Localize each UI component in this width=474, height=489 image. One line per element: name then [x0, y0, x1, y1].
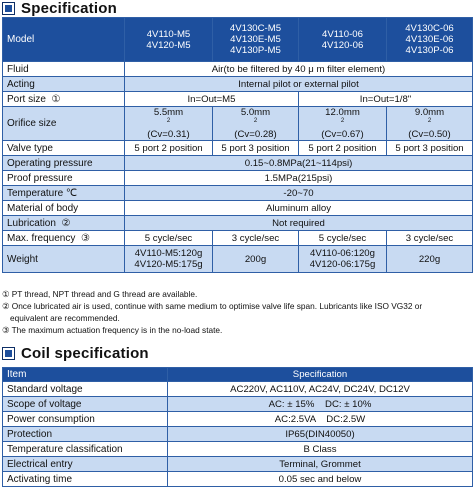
note-marker: ①: [51, 93, 61, 105]
row-label-text: Max. frequency: [7, 232, 76, 244]
coil-header-spec: Specification: [168, 368, 473, 382]
section-bullet-icon: [2, 2, 15, 15]
model-col-3: [299, 18, 387, 62]
spec-row-acting: [3, 77, 473, 92]
orifice-area: 9.0mm: [414, 107, 445, 118]
unit-superscript: 2: [427, 117, 432, 124]
orifice-area: 5.5mm: [153, 107, 184, 118]
row-label: [3, 92, 125, 107]
row-value: 5 cycle/sec: [299, 231, 387, 246]
row-label: [3, 216, 125, 231]
spec-row-valve-type: [3, 141, 473, 156]
row-value: Air(to be filtered by 40 μ m filter element): [125, 62, 473, 77]
orifice-value: [125, 107, 213, 141]
row-label: Acting: [3, 77, 125, 92]
footnotes: [2, 288, 470, 336]
row-value: B Class: [168, 442, 473, 457]
model-name: 4V130P-M5: [230, 45, 281, 56]
row-value: 5 port 2 position: [299, 141, 387, 156]
row-value: 5 cycle/sec: [125, 231, 213, 246]
row-value: Internal pilot or external pilot: [125, 77, 473, 92]
model-name: 4V130E-M5: [230, 34, 281, 45]
coil-row: [3, 382, 473, 397]
weight-line: 4V120-M5:175g: [134, 259, 203, 270]
row-label: Material of body: [3, 201, 125, 216]
weight-line: 4V110-M5:120g: [134, 248, 203, 259]
row-value: Not required: [125, 216, 473, 231]
row-label-text: Lubrication: [7, 217, 56, 229]
model-label: Model: [3, 18, 125, 62]
row-label: Standard voltage: [3, 382, 168, 397]
model-name: 4V130C-06: [405, 23, 454, 34]
model-name: 4V130C-M5: [229, 23, 282, 34]
row-value: 5 port 3 position: [213, 141, 299, 156]
weight-line: 4V110-06:120g: [310, 248, 375, 259]
row-value: 5 port 2 position: [125, 141, 213, 156]
coil-header-row: [3, 368, 473, 382]
row-value: 3 cycle/sec: [213, 231, 299, 246]
row-value: In=Out=M5: [125, 92, 299, 107]
spec-row-material: [3, 201, 473, 216]
spec-row-orifice: [3, 107, 473, 141]
model-name: 4V110-M5: [146, 28, 191, 40]
row-label: Temperature classification: [3, 442, 168, 457]
spec-row-port-size: [3, 92, 473, 107]
footnote: equivalent are recommended.: [10, 313, 120, 323]
row-value: AC: ± 15% DC: ± 10%: [168, 397, 473, 412]
spec-row-temperature: [3, 186, 473, 201]
spec-row-operating-pressure: [3, 156, 473, 171]
orifice-cv: (Cv=0.50): [408, 129, 451, 140]
coil-row: [3, 457, 473, 472]
coil-row: [3, 412, 473, 427]
orifice-area: 12.0mm: [325, 107, 360, 118]
spec-section-header: [2, 0, 117, 16]
row-label: Electrical entry: [3, 457, 168, 472]
row-value: In=Out=1/8": [299, 92, 473, 107]
row-label: Fluid: [3, 62, 125, 77]
spec-row-proof-pressure: [3, 171, 473, 186]
row-label: Weight: [3, 246, 125, 273]
weight-value: 200g: [213, 246, 299, 273]
row-label: Power consumption: [3, 412, 168, 427]
orifice-cv: (Cv=0.31): [147, 129, 190, 140]
row-label: Temperature ℃: [3, 186, 125, 201]
row-value: 0.15~0.8MPa(21~114psi): [125, 156, 473, 171]
orifice-area: 5.0mm: [240, 107, 271, 118]
row-label: Operating pressure: [3, 156, 125, 171]
unit-superscript: 2: [253, 117, 258, 124]
weight-line: 4V120-06:175g: [309, 259, 376, 270]
coil-row: [3, 427, 473, 442]
orifice-cv: (Cv=0.67): [321, 129, 364, 140]
row-value: 0.05 sec and below: [168, 472, 473, 487]
row-label: Activating time: [3, 472, 168, 487]
row-value: 5 port 3 position: [387, 141, 473, 156]
coil-row: [3, 472, 473, 487]
row-value: IP65(DIN40050): [168, 427, 473, 442]
model-name: 4V130E-06: [405, 34, 454, 45]
row-label: Valve type: [3, 141, 125, 156]
model-name: 4V110-06: [322, 28, 363, 40]
coil-header-item: Item: [3, 368, 168, 382]
spec-row-fluid: [3, 62, 473, 77]
orifice-value: [387, 107, 473, 141]
coil-title: Coil specification: [21, 344, 149, 362]
model-col-1: [125, 18, 213, 62]
model-name: 4V120-M5: [146, 39, 191, 51]
row-label: Scope of voltage: [3, 397, 168, 412]
row-value: AC:2.5VA DC:2.5W: [168, 412, 473, 427]
row-label-text: Port size: [7, 93, 46, 105]
spec-row-max-frequency: [3, 231, 473, 246]
spec-header-row: [3, 18, 473, 62]
weight-value: 220g: [387, 246, 473, 273]
spec-row-weight: [3, 246, 473, 273]
row-value: Terminal, Grommet: [168, 457, 473, 472]
row-label: Orifice size: [3, 107, 125, 141]
note-marker: ③: [80, 232, 90, 244]
spec-title: Specification: [21, 0, 117, 17]
model-col-2: [213, 18, 299, 62]
model-col-4: [387, 18, 473, 62]
footnote: ③ The maximum actuation frequency is in the no-load state.: [2, 325, 223, 335]
unit-superscript: 2: [340, 117, 345, 124]
weight-value: [125, 246, 213, 273]
row-label: [3, 231, 125, 246]
coil-row: [3, 397, 473, 412]
footnote: ② Once lubricated air is used, continue with same medium to optimise valve life span. Lubricants like ISO VG32 or: [2, 301, 423, 311]
row-value: 1.5MPa(215psi): [125, 171, 473, 186]
row-value: -20~70: [125, 186, 473, 201]
orifice-cv: (Cv=0.28): [234, 129, 277, 140]
model-name: 4V120-06: [321, 39, 364, 51]
coil-section-header: [2, 345, 149, 361]
section-bullet-icon: [2, 347, 15, 360]
note-marker: ②: [61, 217, 71, 229]
row-label: Protection: [3, 427, 168, 442]
row-label: Proof pressure: [3, 171, 125, 186]
spec-row-lubrication: [3, 216, 473, 231]
row-value: AC220V, AC110V, AC24V, DC24V, DC12V: [168, 382, 473, 397]
footnote: ① PT thread, NPT thread and G thread are available.: [2, 289, 198, 299]
row-value: Aluminum alloy: [125, 201, 473, 216]
spec-table: [2, 17, 473, 273]
weight-value: [299, 246, 387, 273]
coil-table: [2, 367, 473, 487]
orifice-value: [213, 107, 299, 141]
row-value: 3 cycle/sec: [387, 231, 473, 246]
unit-superscript: 2: [166, 117, 171, 124]
orifice-value: [299, 107, 387, 141]
model-name: 4V130P-06: [405, 45, 454, 56]
coil-row: [3, 442, 473, 457]
